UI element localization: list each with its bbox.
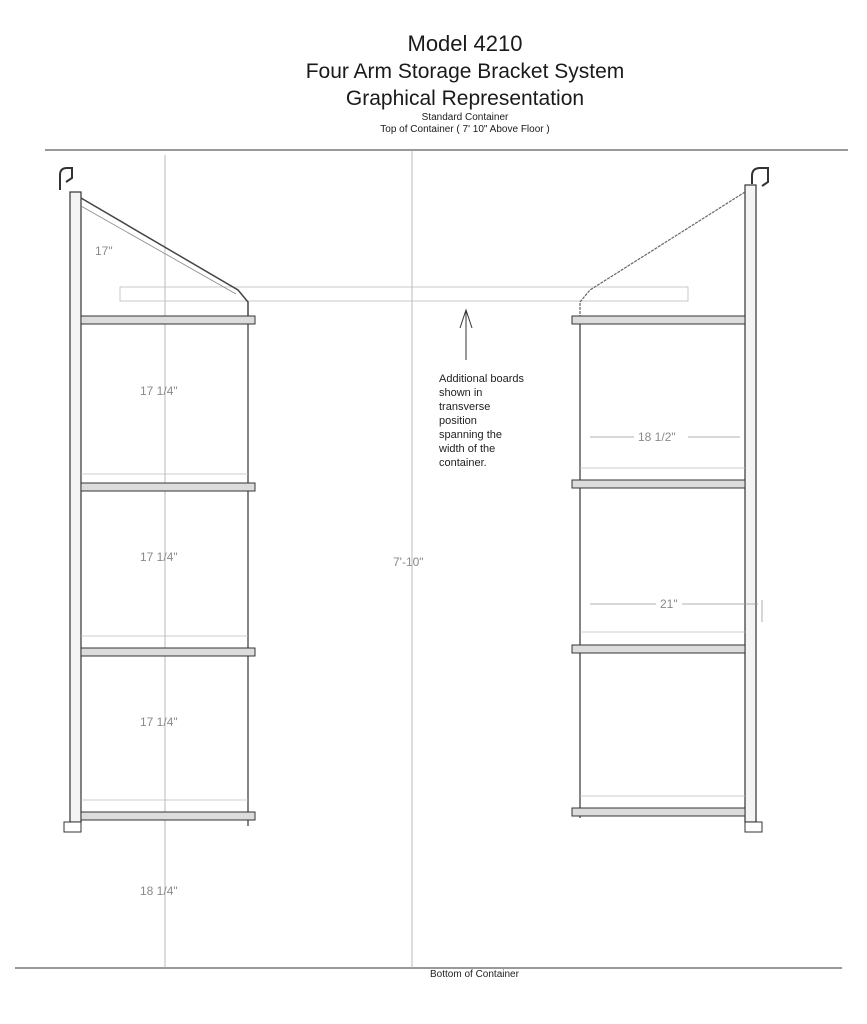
right-shelf-arm <box>572 808 745 816</box>
model-title: Model 4210 <box>407 31 523 56</box>
dimension-shelf-gap-3: 17 1/4" <box>140 715 178 729</box>
note-line: Additional boards <box>439 373 525 385</box>
left-shelf-arm <box>81 648 255 656</box>
left-shelf-arm <box>81 483 255 491</box>
dimension-board-length: 21" <box>660 597 678 611</box>
note-line: position <box>439 415 477 427</box>
transverse-board-outline <box>120 287 688 301</box>
transverse-board-note <box>439 372 559 470</box>
note-line: width of the <box>439 443 496 455</box>
right-hook <box>752 168 768 186</box>
note-line: shown in <box>439 387 483 399</box>
left-shelf-arm <box>81 316 255 324</box>
right-shelf-arm <box>572 645 745 653</box>
bottom-of-container-label: Bottom of Container <box>430 969 519 980</box>
note-line: spanning the <box>439 429 502 441</box>
left-upright <box>70 192 81 822</box>
left-shelf-arm <box>81 812 255 820</box>
right-foot <box>745 822 762 832</box>
system-title: Four Arm Storage Bracket System <box>305 60 625 83</box>
note-line: transverse <box>439 401 491 413</box>
left-foot <box>64 822 81 832</box>
dimension-shelf-gap-1: 17 1/4" <box>140 384 178 398</box>
right-shelf-arm <box>572 480 745 488</box>
dimension-floor-gap: 18 1/4" <box>140 884 178 898</box>
container-type: Standard Container <box>421 112 509 123</box>
left-bracket <box>60 168 255 832</box>
left-hook <box>60 168 72 190</box>
dimension-arm-depth: 18 1/2" <box>638 430 676 444</box>
container-top-label: Top of Container ( 7' 10" Above Floor ) <box>380 124 550 135</box>
dimension-shelf-gap-2: 17 1/4" <box>140 550 178 564</box>
note-line: container. <box>439 457 487 469</box>
representation-title: Graphical Representation <box>345 87 585 110</box>
right-shelf-arm <box>572 316 745 324</box>
left-brace <box>81 198 248 318</box>
right-bracket <box>572 168 768 832</box>
dimension-top-gap: 17" <box>95 244 113 258</box>
right-brace <box>580 192 745 318</box>
right-upright <box>745 185 756 822</box>
dimension-total-height: 7'-10" <box>393 555 424 569</box>
